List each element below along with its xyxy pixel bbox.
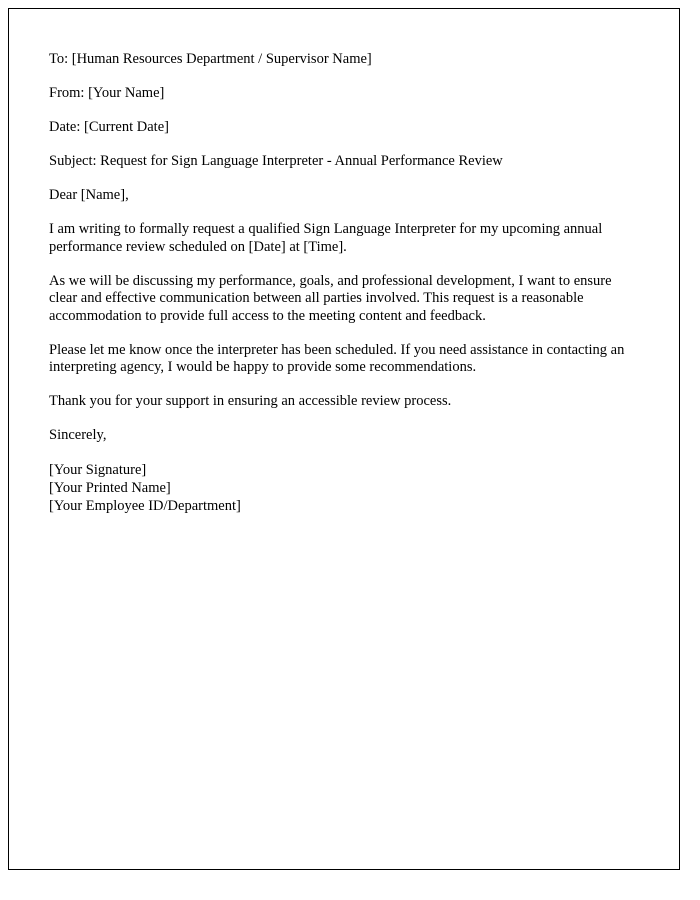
signature-block [49, 461, 629, 515]
letter-paragraph-2: As we will be discussing my performance, goals, and professional development, I want to ensure clear and effective communication between all parties involved. This request is a reasonable accommodation to provide full access to the meeting content and feedback. [49, 272, 612, 324]
letter-paragraph-4: Thank you for your support in ensuring an accessible review process. [49, 393, 452, 409]
letter-paragraph-3: Please let me know once the interpreter has been scheduled. If you need assistance in contacting an interpreting agency, I would be happy to provide some recommendations. [49, 341, 625, 375]
signature-line-employee-id: [Your Employee ID/Department] [49, 498, 241, 514]
letter-page [8, 8, 680, 870]
letter-salutation: Dear [Name], [49, 187, 129, 203]
letter-to-line: To: [Human Resources Department / Supervisor Name] [49, 51, 372, 67]
letter-closing: Sincerely, [49, 427, 107, 443]
signature-line-signature: [Your Signature] [49, 462, 147, 478]
signature-line-printed-name: [Your Printed Name] [49, 480, 171, 496]
letter-date-line: Date: [Current Date] [49, 119, 169, 135]
letter-from-line: From: [Your Name] [49, 85, 165, 101]
letter-paragraph-1: I am writing to formally request a qualified Sign Language Interpreter for my upcoming annual performance review scheduled on [Date] at [Time]. [49, 221, 603, 255]
letter-subject-line: Subject: Request for Sign Language Interpreter - Annual Performance Review [49, 153, 503, 169]
